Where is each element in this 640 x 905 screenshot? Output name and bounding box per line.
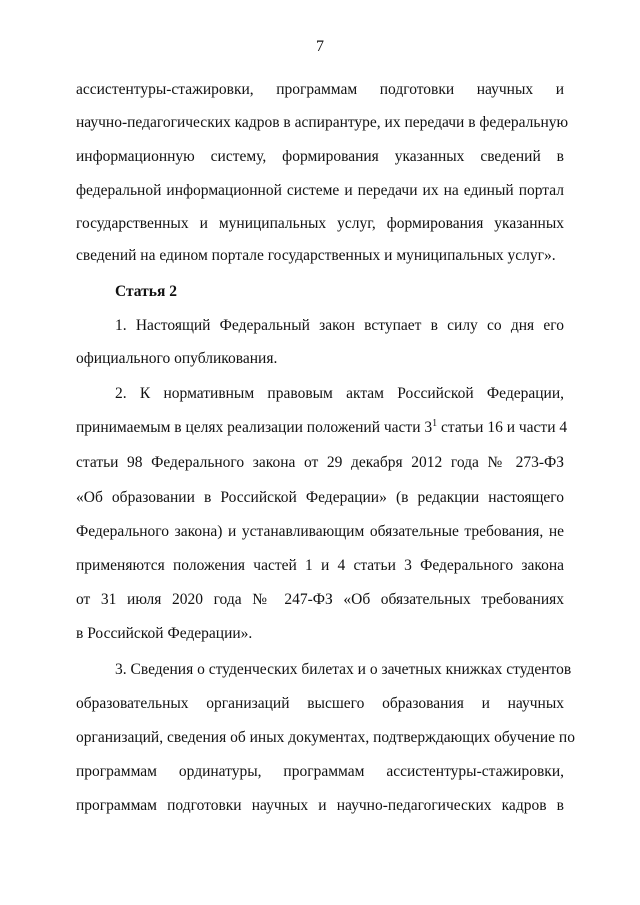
paragraph-3-line: от 31 июля 2020 года № 247-ФЗ «Об обязательных требованиях bbox=[76, 591, 564, 608]
paragraph-1-line: ассистентуры-стажировки, программам подготовки научных и bbox=[76, 81, 564, 98]
superscript: 1 bbox=[432, 417, 438, 429]
paragraph-3-line: «Об образовании в Российской Федерации» (в редакции настоящего bbox=[76, 489, 564, 506]
paragraph-4-line: 3. Сведения о студенческих билетах и о зачетных книжках студентов bbox=[115, 661, 572, 678]
paragraph-3-line: в Российской Федерации». bbox=[76, 625, 253, 642]
paragraph-4-line: организаций, сведения об иных документах, подтверждающих обучение по bbox=[76, 729, 575, 746]
paragraph-3-line: Федерального закона) и устанавливающим обязательные требования, не bbox=[76, 523, 564, 540]
page-number: 7 bbox=[316, 38, 324, 55]
paragraph-4-line: образовательных организаций высшего образования и научных bbox=[76, 695, 564, 712]
paragraph-2-line: официального опубликования. bbox=[76, 350, 278, 367]
paragraph-1-line: информационную систему, формирования указанных сведений в bbox=[76, 148, 564, 165]
paragraph-3-line bbox=[76, 417, 568, 438]
paragraph-1-line: научно-педагогических кадров в аспирантуре, их передачи в федеральную bbox=[76, 114, 569, 131]
paragraph-1-line: федеральной информационной системе и передачи их на единый портал bbox=[76, 182, 564, 199]
paragraph-1-line: сведений на едином портале государственных и муниципальных услуг». bbox=[76, 247, 556, 264]
paragraph-3-text: принимаемым в целях реализации положений части 3 bbox=[76, 419, 433, 436]
paragraph-3-line: статьи 98 Федерального закона от 29 декабря 2012 года № 273-ФЗ bbox=[76, 454, 564, 471]
paragraph-3-text: статьи 16 и части 4 bbox=[437, 419, 568, 436]
paragraph-3-line: 2. К нормативным правовым актам Российской Федерации, bbox=[115, 385, 564, 402]
paragraph-4-line: программам ординатуры, программам ассистентуры-стажировки, bbox=[76, 763, 564, 780]
paragraph-2-line: 1. Настоящий Федеральный закон вступает в силу со дня его bbox=[115, 317, 564, 334]
paragraph-3-line: применяются положения частей 1 и 4 статьи 3 Федерального закона bbox=[76, 557, 564, 574]
paragraph-4-line: программам подготовки научных и научно-педагогических кадров в bbox=[76, 797, 564, 814]
article-heading: Статья 2 bbox=[115, 283, 177, 300]
paragraph-1-line: государственных и муниципальных услуг, формирования указанных bbox=[76, 215, 564, 232]
